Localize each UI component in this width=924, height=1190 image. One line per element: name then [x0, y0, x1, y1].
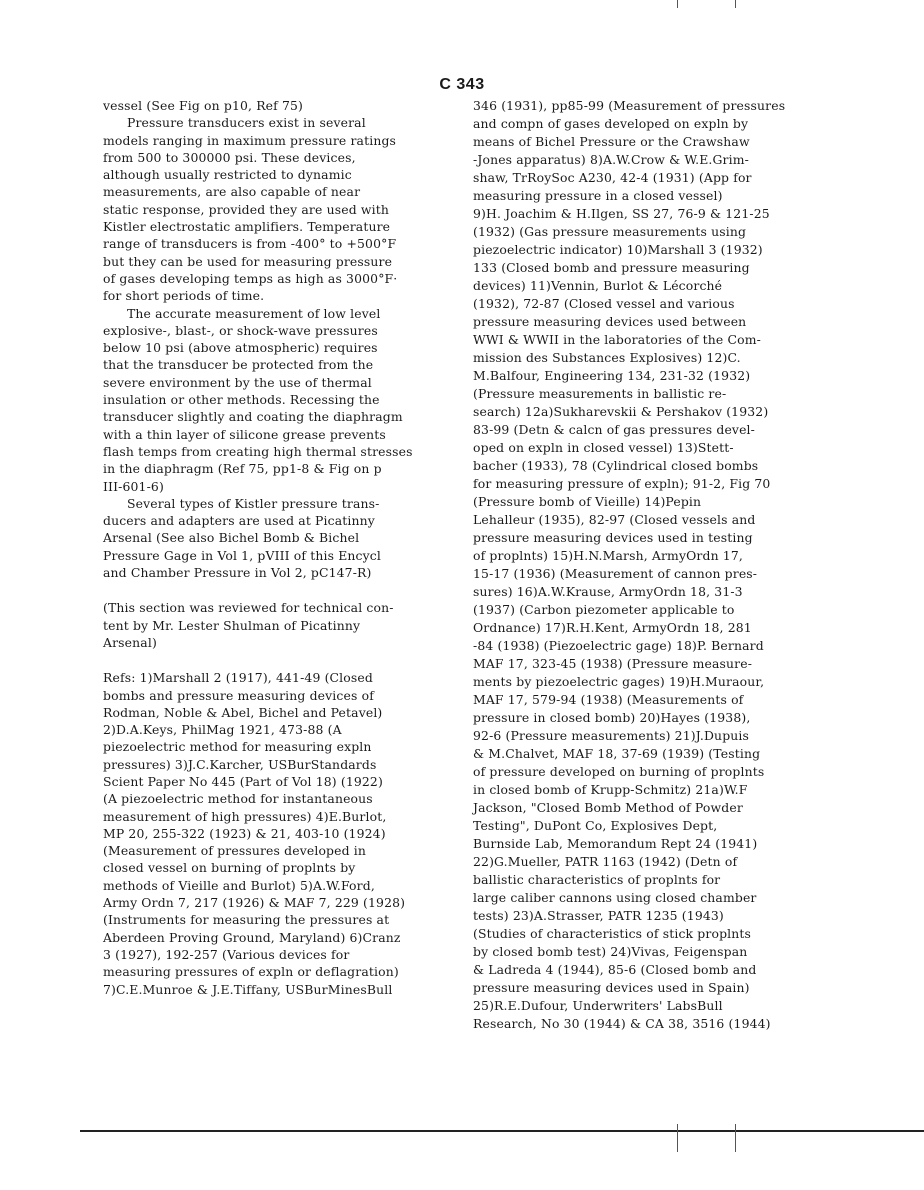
- text-line: and compn of gases developed on expln by: [473, 116, 749, 131]
- text-line: devices) 11)Vennin, Burlot & Lécorché: [473, 278, 723, 293]
- review-note: [103, 599, 455, 651]
- text-line: measurements, are also capable of near: [103, 184, 361, 200]
- text-line: Lehalleur (1935), 82-97 (Closed vessels and: [473, 512, 756, 527]
- text-line: (Studies of characteristics of stick proplnts: [473, 926, 752, 941]
- text-line: 9)H. Joachim & H.Ilgen, SS 27, 76-9 & 121-25: [473, 206, 770, 221]
- text-line: ducers and adapters are used at Picatinny: [103, 513, 375, 529]
- text-line: -84 (1938) (Piezoelectric gage) 18)P. Bernard: [473, 638, 764, 653]
- text-line: III-601-6): [103, 478, 164, 494]
- text-line: vessel (See Fig on p10, Ref 75): [103, 98, 304, 113]
- text-line: for measuring pressure of expln); 91-2, Fig 70: [473, 476, 771, 491]
- text-line: large caliber cannons using closed chamber: [473, 890, 757, 905]
- references-start: [103, 669, 455, 998]
- text-line: in closed bomb of Krupp-Schmitz) 21a)W.F: [473, 782, 748, 797]
- text-line: bacher (1933), 78 (Cylindrical closed bombs: [473, 458, 759, 473]
- text-line: bombs and pressure measuring devices of: [103, 687, 374, 703]
- right-column: [473, 97, 825, 1033]
- text-line: Arsenal): [103, 634, 157, 650]
- text-line: (A piezoelectric method for instantaneous: [103, 791, 373, 807]
- text-line: explosive-, blast-, or shock-wave pressures: [103, 322, 378, 338]
- text-line: pressures) 3)J.C.Karcher, USBurStandards: [103, 756, 377, 772]
- text-line: piezoelectric indicator) 10)Marshall 3 (1932): [473, 242, 763, 257]
- references-continued: [473, 97, 825, 1033]
- text-line: 7)C.E.Munroe & J.E.Tiffany, USBurMinesBull: [103, 981, 393, 997]
- text-line: transducer slightly and coating the diaphragm: [103, 409, 403, 425]
- text-line: and Chamber Pressure in Vol 2, pC147-R): [103, 565, 372, 581]
- text-line: MAF 17, 579-94 (1938) (Measurements of: [473, 692, 744, 707]
- text-line: WWI & WWII in the laboratories of the Com-: [473, 332, 761, 347]
- text-line: ballistic characteristics of proplnts for: [473, 872, 721, 887]
- scan-mark: [735, 1124, 736, 1152]
- text-line: 133 (Closed bomb and pressure measuring: [473, 260, 750, 275]
- text-line: measurement of high pressures) 4)E.Burlot,: [103, 808, 387, 824]
- text-line: 3 (1927), 192-257 (Various devices for: [103, 946, 350, 962]
- text-line: ments by piezoelectric gages) 19)H.Muraour,: [473, 674, 765, 689]
- text-line: Burnside Lab, Memorandum Rept 24 (1941): [473, 836, 758, 851]
- text-line: Testing", DuPont Co, Explosives Dept,: [473, 818, 718, 833]
- text-line: sures) 16)A.W.Krause, ArmyOrdn 18, 31-3: [473, 584, 743, 599]
- footer-rule: [80, 1130, 924, 1132]
- text-line: 346 (1931), pp85-99 (Measurement of pressures: [473, 98, 786, 113]
- text-line: although usually restricted to dynamic: [103, 167, 352, 183]
- text-line: insulation or other methods. Recessing the: [103, 392, 380, 408]
- text-line: 25)R.E.Dufour, Underwriters' LabsBull: [473, 998, 723, 1013]
- text-line: pressure measuring devices used in testing: [473, 530, 753, 545]
- text-line: Army Ordn 7, 217 (1926) & MAF 7, 229 (1928): [103, 895, 406, 911]
- text-line: methods of Vieille and Burlot) 5)A.W.Ford,: [103, 877, 375, 893]
- text-line: of pressure developed on burning of proplnts: [473, 764, 765, 779]
- text-line: Refs: 1)Marshall 2 (1917), 441-49 (Closed: [103, 670, 373, 686]
- text-line: shaw, TrRoySoc A230, 42-4 (1931) (App for: [473, 170, 752, 185]
- text-line: & Ladreda 4 (1944), 85-6 (Closed bomb and: [473, 962, 757, 977]
- page-number: C 343: [439, 76, 485, 93]
- text-line: range of transducers is from -400° to +500°F: [103, 236, 397, 252]
- text-line: flash temps from creating high thermal stresses: [103, 443, 413, 459]
- text-line: closed vessel on burning of proplnts by: [103, 860, 356, 876]
- text-line: of gases developing temps as high as 3000°F·: [103, 270, 398, 286]
- text-line: severe environment by the use of thermal: [103, 374, 372, 390]
- text-line: static response, provided they are used with: [103, 201, 389, 217]
- text-line: for short periods of time.: [103, 288, 265, 304]
- text-line: below 10 psi (above atmospheric) requires: [103, 340, 378, 356]
- text-line: piezoelectric method for measuring expln: [103, 739, 372, 755]
- paragraph-continuation: [103, 97, 455, 114]
- text-line: & M.Chalvet, MAF 18, 37-69 (1939) (Testing: [473, 746, 761, 761]
- text-line: 22)G.Mueller, PATR 1163 (1942) (Detn of: [473, 854, 738, 869]
- text-line: but they can be used for measuring pressure: [103, 253, 393, 269]
- text-line: The accurate measurement of low level: [127, 305, 381, 321]
- paragraph-transducers: [103, 114, 455, 304]
- text-line: MP 20, 255-322 (1923) & 21, 403-10 (1924): [103, 825, 386, 841]
- paragraph-kistler-types: [103, 495, 455, 581]
- text-line: tests) 23)A.Strasser, PATR 1235 (1943): [473, 908, 724, 923]
- text-line: Arsenal (See also Bichel Bomb & Bichel: [103, 530, 360, 546]
- text-line: Scient Paper No 445 (Part of Vol 18) (1922): [103, 773, 383, 789]
- text-line: measuring pressure in a closed vessel): [473, 188, 723, 203]
- text-line: pressure measuring devices used in Spain): [473, 980, 750, 995]
- scan-mark: [677, 0, 678, 8]
- text-line: Jackson, "Closed Bomb Method of Powder: [473, 800, 743, 815]
- text-line: Pressure Gage in Vol 1, pVIII of this Encycl: [103, 547, 381, 563]
- text-line: from 500 to 300000 psi. These devices,: [103, 149, 356, 165]
- text-line: 2)D.A.Keys, PhilMag 1921, 473-88 (A: [103, 722, 342, 738]
- text-line: tent by Mr. Lester Shulman of Picatinny: [103, 617, 361, 633]
- text-line: search) 12a)Sukharevskii & Pershakov (1932): [473, 404, 769, 419]
- text-line: of proplnts) 15)H.N.Marsh, ArmyOrdn 17,: [473, 548, 743, 563]
- scan-mark: [735, 0, 736, 8]
- text-line: oped on expln in closed vessel) 13)Stett-: [473, 440, 734, 455]
- text-line: MAF 17, 323-45 (1938) (Pressure measure-: [473, 656, 753, 671]
- left-column: [103, 97, 455, 998]
- text-line: 15-17 (1936) (Measurement of cannon pres-: [473, 566, 758, 581]
- text-line: measuring pressures of expln or deflagration): [103, 964, 399, 980]
- text-line: by closed bomb test) 24)Vivas, Feigenspan: [473, 944, 748, 959]
- text-line: (1932) (Gas pressure measurements using: [473, 224, 747, 239]
- text-line: pressure measuring devices used between: [473, 314, 747, 329]
- text-line: mission des Substances Explosives) 12)C.: [473, 350, 741, 365]
- text-line: Pressure transducers exist in several: [127, 115, 366, 131]
- text-line: 83-99 (Detn & calcn of gas pressures devel-: [473, 422, 756, 437]
- text-line: models ranging in maximum pressure ratings: [103, 132, 397, 148]
- paragraph-low-level-measurement: [103, 305, 455, 495]
- text-line: Ordnance) 17)R.H.Kent, ArmyOrdn 18, 281: [473, 620, 752, 635]
- text-line: (1932), 72-87 (Closed vessel and various: [473, 296, 735, 311]
- text-line: -Jones apparatus) 8)A.W.Crow & W.E.Grim-: [473, 152, 749, 167]
- text-line: pressure in closed bomb) 20)Hayes (1938),: [473, 710, 751, 725]
- text-line: in the diaphragm (Ref 75, pp1-8 & Fig on p: [103, 461, 382, 477]
- text-line: (This section was reviewed for technical con-: [103, 600, 394, 616]
- text-line: with a thin layer of silicone grease prevents: [103, 426, 386, 442]
- text-line: (1937) (Carbon piezometer applicable to: [473, 602, 735, 617]
- text-line: 92-6 (Pressure measurements) 21)J.Dupuis: [473, 728, 750, 743]
- text-line: Research, No 30 (1944) & CA 38, 3516 (1944): [473, 1016, 771, 1031]
- text-line: M.Balfour, Engineering 134, 231-32 (1932): [473, 368, 751, 383]
- scan-mark: [677, 1124, 678, 1152]
- text-line: (Instruments for measuring the pressures at: [103, 912, 390, 928]
- text-line: that the transducer be protected from the: [103, 357, 374, 373]
- text-line: Kistler electrostatic amplifiers. Temperature: [103, 219, 391, 235]
- text-line: (Measurement of pressures developed in: [103, 843, 367, 859]
- text-line: (Pressure measurements in ballistic re-: [473, 386, 727, 401]
- text-line: Rodman, Noble & Abel, Bichel and Petavel): [103, 704, 383, 720]
- text-line: (Pressure bomb of Vieille) 14)Pepin: [473, 494, 702, 509]
- text-line: Several types of Kistler pressure trans-: [127, 495, 380, 511]
- text-line: Aberdeen Proving Ground, Maryland) 6)Cranz: [103, 929, 401, 945]
- text-line: means of Bichel Pressure or the Crawshaw: [473, 134, 750, 149]
